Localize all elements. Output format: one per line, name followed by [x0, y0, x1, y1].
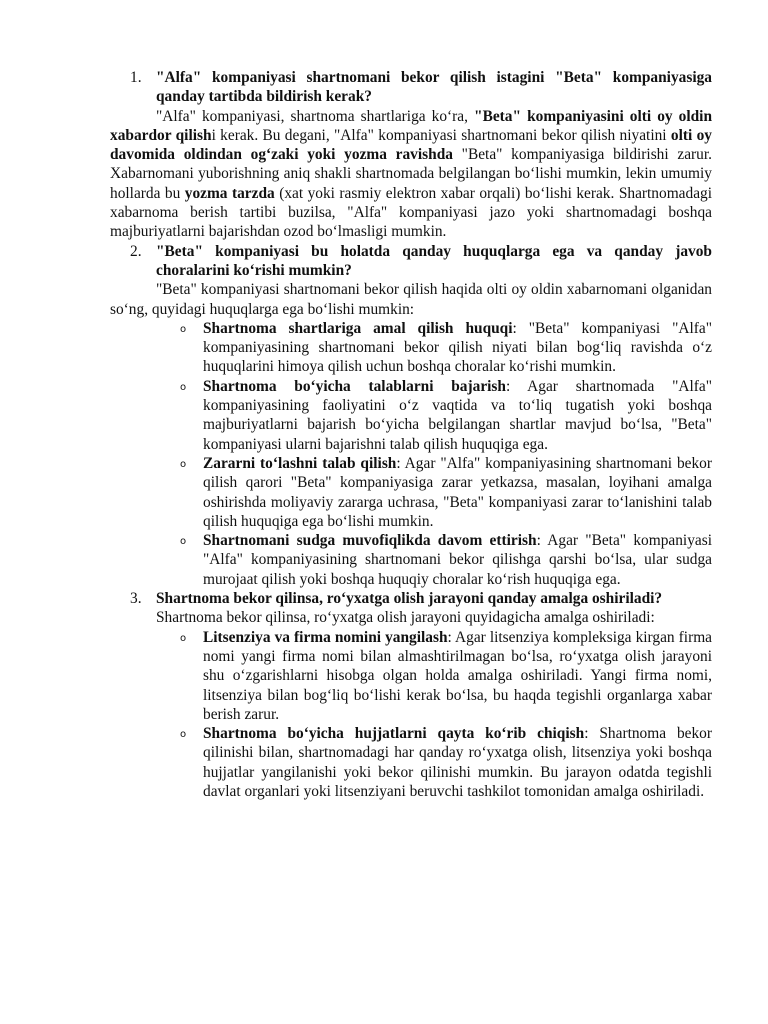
list-number: 3. [130, 590, 142, 608]
bullet-icon: o [180, 729, 187, 741]
list-item-text: : Agar "Alfa" kompaniyasining shartnomani bekor qilish qarori "Beta" kompaniyasiga zarar yetkazsa, masalan, loyihani amalga oshirishda moliyaviy zararga uchrasa, "Beta" kompaniyasi zarar to‘lanishini talab qilish huquqiga ega bo‘lishi mumkin. [203, 454, 712, 530]
list-item-title: Shartnomani sudga muvofiqlikda davom ettirish [203, 532, 537, 550]
list-item [180, 628, 712, 724]
bullet-icon: o [180, 381, 187, 393]
list-item-text: : Shartnoma bekor qilinishi bilan, shartnomadagi har qanday ro‘yxatga olish, litsenziya yoki boshqa hujjatlar yangilanishi yoki bekor qilinishi mumkin. Bu jarayon odatda tegishli davlat organlari yoki litsenziyani beruvchi tashkilot tomonidan amalga oshiriladi. [203, 725, 712, 800]
document-page [110, 68, 712, 801]
answer-text: (xat yoki rasmiy elektron xabar orqali) bo‘lishi kerak. Shartnomadagi xabarnoma berish tartibi buzilsa, "Alfa" kompaniyasi jazo yoki shartnomadagi boshqa majburiyatlarni bajarishdan ozod bo‘lmasligi mumkin. [110, 184, 712, 241]
answer-paragraph [110, 107, 712, 242]
list-item [180, 724, 712, 801]
answer-bold-text: "Beta" kompaniyasini olti oy oldin xabardor qilish [110, 107, 713, 144]
bullet-icon: o [180, 632, 187, 644]
answer-paragraph [110, 280, 712, 319]
bullet-icon: o [180, 536, 187, 548]
list-number: 2. [130, 242, 142, 260]
answer-text: "Beta" kompaniyasi shartnomani bekor qilish haqida olti oy oldin xabarnomani olganidan so‘ng, quyidagi huquqlarga ega bo‘lishi mumkin: [110, 281, 712, 318]
section-3 [110, 589, 712, 801]
answer-text: "Beta" kompaniyasiga bildirishi zarur. Xabarnomani yuborishning aniq shakli shartnomada belgilangan bo‘lishi mumkin, lekin umumiy hollarda bu [110, 146, 712, 202]
answer-text: i kerak. Bu degani, "Alfa" kompaniyasi shartnomani bekor qilish niyatini [211, 126, 671, 144]
list-item-text: : Agar "Beta" kompaniyasi "Alfa" kompaniyasining shartnomani bekor qilishga qarshi bo‘lsa, ular sudga murojaat qilish yoki boshqa huquqiy choralar ko‘rish huquqiga ega. [203, 532, 712, 588]
question-text: "Beta" kompaniyasi bu holatda qanday huquqlarga ega va qanday javob choralarini ko‘rishi mumkin? [156, 242, 712, 279]
section-2 [110, 242, 712, 589]
answer-text: "Alfa" kompaniyasi, shartnoma shartlariga ko‘ra, [156, 107, 475, 125]
section-1 [110, 68, 712, 242]
question-heading [110, 68, 712, 107]
answer-bold-text: yozma tarzda [184, 184, 275, 202]
list-item [180, 377, 712, 454]
list-item-text: : Agar shartnomada "Alfa" kompaniyasining faoliyatini o‘z vaqtida va to‘liq tugatish yoki boshqa majburiyatlarni bajarish bo‘yicha belgilangan shartlar mavjud bo‘lsa, "Beta" kompaniyasi ularni bajarishni talab qilish huquqiga ega. [203, 377, 712, 453]
list-number: 1. [130, 69, 142, 86]
list-item [180, 454, 712, 531]
answer-text: Shartnoma bekor qilinsa, ro‘yxatga olish jarayoni quyidagicha amalga oshiriladi: [156, 609, 655, 627]
list-item-text: : "Beta" kompaniyasi "Alfa" kompaniyasining shartnomani bekor qilish niyati bilan bog‘liq ravishda o‘z huquqlarini himoya qilish uchun boshqa choralar ko‘rishi mumkin. [203, 319, 712, 376]
list-item-title: Shartnoma bo‘yicha talablarni bajarish [203, 377, 506, 395]
question-heading [110, 589, 712, 608]
list-item-title: Shartnoma shartlariga amal qilish huquqi [203, 319, 513, 337]
list-item [180, 531, 712, 589]
answer-paragraph [110, 608, 712, 627]
list-item-text: : Agar litsenziya kompleksiga kirgan firma nomi yangi firma nomi bilan almashtirilmagan bo‘lsa, ro‘yxatga olish jarayoni shu o‘zgarishlarni hisobga olgan holda amalga oshiriladi. Yangi firma nomi, litsenziya bilan bog‘liq bo‘lishi kerak bo‘lsa, bu haqda tegishli organlarga xabar berish zarur. [203, 628, 712, 723]
bullet-icon: o [180, 458, 187, 470]
list-item [180, 319, 712, 377]
question-heading [110, 242, 712, 281]
question-text: "Alfa" kompaniyasi shartnomani bekor qilish istagini "Beta" kompaniyasiga qanday tartibda bildirish kerak? [156, 69, 712, 106]
list-item-title: Litsenziya va firma nomini yangilash [203, 628, 448, 646]
list-item-title: Shartnoma bo‘yicha hujjatlarni qayta ko‘rib chiqish [203, 725, 585, 743]
bullet-icon: o [180, 323, 187, 335]
question-text: Shartnoma bekor qilinsa, ro‘yxatga olish jarayoni qanday amalga oshiriladi? [156, 590, 663, 608]
answer-bold-text: olti oy davomida oldindan og‘zaki yoki yozma ravishda [110, 126, 712, 164]
list-item-title: Zararni to‘lashni talab qilish [203, 454, 397, 472]
